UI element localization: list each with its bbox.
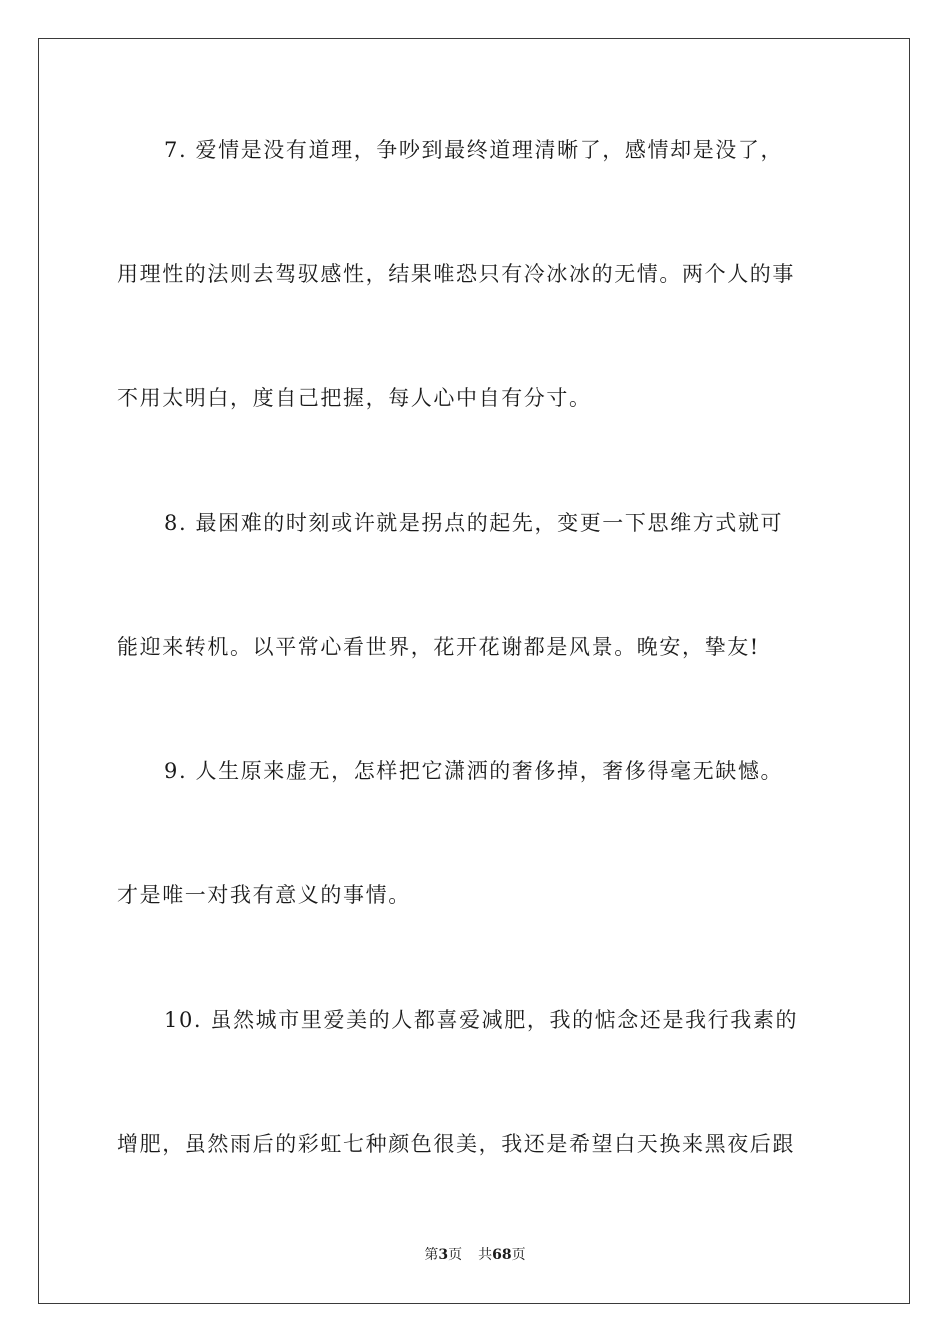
page-border [38,38,910,1304]
paragraph-10-line-1: 10. 虽然城市里爱美的人都喜爱减肥，我的惦念还是我行我素的 [164,1008,799,1032]
paragraph-8-line-2: 能迎来转机。以平常心看世界，花开花谢都是风景。晚安，挚友! [117,635,760,659]
total-label-prefix: 共 [478,1247,493,1263]
paragraph-7-line-1: 7. 爱情是没有道理，争吵到最终道理清晰了，感情却是没了， [164,138,784,162]
paragraph-9-line-2: 才是唯一对我有意义的事情。 [117,883,411,907]
paragraph-8-line-1: 8. 最困难的时刻或许就是拐点的起先，变更一下思维方式就可 [164,511,784,535]
paragraph-9-line-1: 9. 人生原来虚无，怎样把它潇洒的奢侈掉，奢侈得毫无缺憾。 [164,759,784,783]
total-label-suffix: 页 [511,1247,526,1263]
page-label-prefix: 第 [424,1247,439,1263]
paragraph-7-line-2: 用理性的法则去驾驭感性，结果唯恐只有冷冰冰的无情。两个人的事 [117,262,795,286]
paragraph-10-line-2: 增肥，虽然雨后的彩虹七种颜色很美，我还是希望白天换来黑夜后跟 [117,1132,795,1156]
page-number: 3 [438,1247,449,1263]
page-label-suffix: 页 [448,1247,463,1263]
paragraph-7-line-3: 不用太明白，度自己把握，每人心中自有分寸。 [117,386,592,410]
total-pages: 68 [492,1247,512,1263]
page-footer [0,1246,950,1264]
